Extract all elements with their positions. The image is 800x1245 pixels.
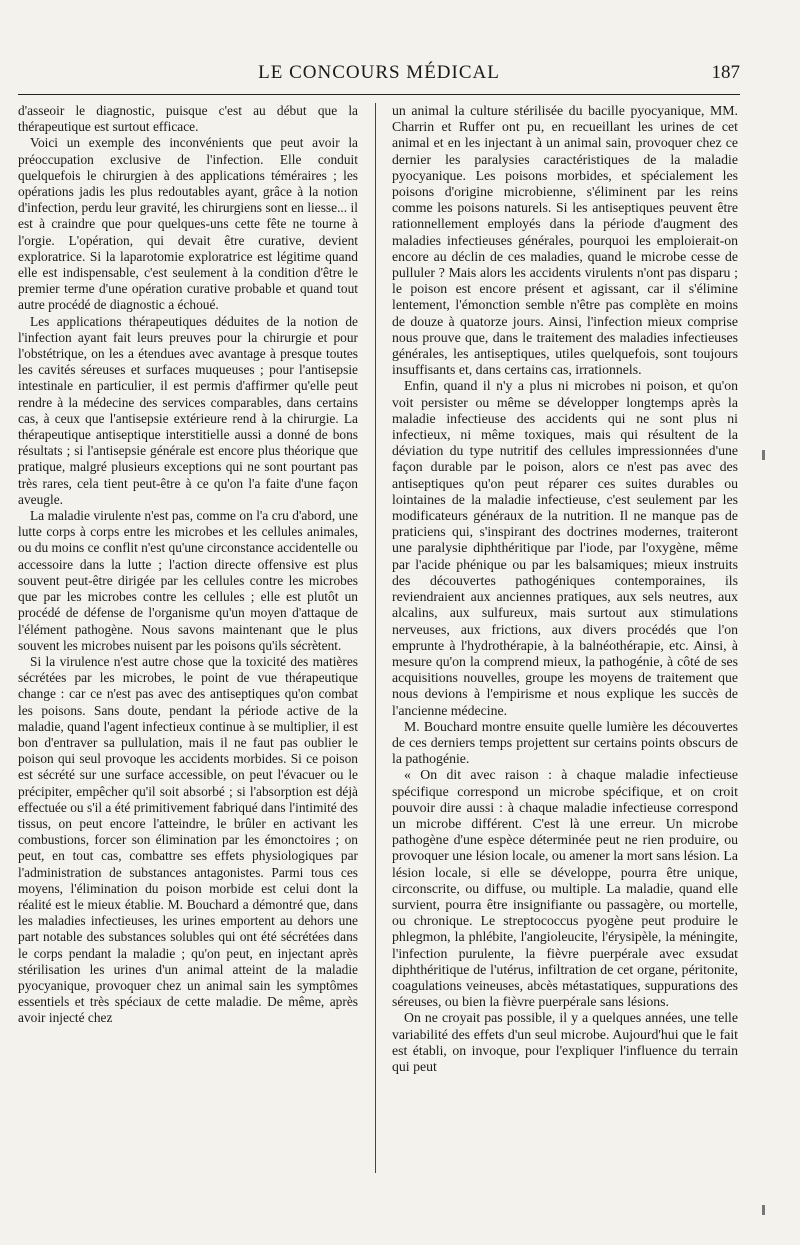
paragraph: Voici un exemple des inconvénients que peut avoir la préoccupation exclusive de l'infection. Elle conduit quelquefois le chirurgien à des applications téméraires ; les opérations jadis les plus redoutables ayant, grâce à la notion d'infection, perdu leur gravité, les chirurgiens sont en liesse... il est à craindre que pour quelques-uns cette fête ne tourne à l'orgie. L'opération, qui devait être curative, devient exploratrice. Si la laparotomie exploratrice est légitime quand elle est indispensable, c'est seulement à la condition d'être le premier terme d'une opération curative probable et quand tout autre procédé de diagnostic a échoué.: [18, 135, 358, 313]
page-number: 187: [711, 62, 740, 83]
running-header: [18, 58, 740, 95]
paragraph: On ne croyait pas possible, il y a quelques années, une telle variabilité des effets d'un seul microbe. Aujourd'hui que le fait est établi, on invoque, pour l'expliquer l'influence du terrain qui peut: [392, 1010, 738, 1074]
journal-title: LE CONCOURS MÉDICAL: [258, 62, 500, 83]
left-column: [18, 103, 358, 1178]
paragraph: « On dit avec raison : à chaque maladie infectieuse spécifique correspond un microbe spécifique, et on croit pouvoir dire aussi : à chaque maladie infectieuse correspond un microbe différent. C'est là une erreur. Un microbe pathogène d'une espèce déterminée peut ne rien produire, ou provoquer une lésion locale, ou amener la mort sans lésion. La lésion locale, si elle se développe, pourra être unique, circonscrite, ou diffuse, ou multiple. La maladie, quand elle survient, pourra être insignifiante ou passagère, ou mortelle, ou chronique. Le streptococcus pyogène peut produire le phlegmon, la phlébite, l'angioleucite, l'érysipèle, la méningite, l'infection purulente, la fièvre puerpérale avec exsudat diphthéritique de l'utérus, infiltration de cet organe, péritonite, coagulations veineuses, abcès métastatiques, suppurations des séreuses, ou bien la fièvre puerpérale sans lésions.: [392, 767, 738, 1010]
paragraph: Enfin, quand il n'y a plus ni microbes ni poison, et qu'on voit persister ou même se développer longtemps après la maladie infectieuse des accidents qui ne sont plus ni infectieux, ni même toxiques, mais qui résultent de la déviation du type nutritif des cellules impressionnées d'une façon durable par le poison, alors ce n'est pas avec des antiseptiques qu'on peut réparer ces suites durables ou lointaines de la maladie infectieuse, c'est seulement par les modificateurs généraux de la nutrition. Il ne manque pas de praticiens qui, s'inspirant des doctrines modernes, traiteront une paralysie diphthéritique par l'iode, par l'oxygène, même par l'acide phénique ou par les balsamiques; mieux instruits des découvertes pathogéniques contemporaines, ils reviendraient aux anciennes pratiques, aux sels neutres, aux alcalins, aux sulfureux, mais surtout aux stimulations nerveuses, aux frictions, aux divers procédés que l'on emprunte à l'hydrothérapie, à la balnéothérapie, etc. Ainsi, à mesure qu'on la comprend mieux, la pathogénie, à côté de ses acquisitions nouvelles, groupe les moyens de traitement que nous devions à l'empirisme et nous explique les succès de l'ancienne médecine.: [392, 378, 738, 718]
paragraph: d'asseoir le diagnostic, puisque c'est au début que la thérapeutique est surtout efficace.: [18, 103, 358, 135]
right-column: [392, 103, 738, 1178]
paragraph: M. Bouchard montre ensuite quelle lumière les découvertes de ces derniers temps projettent sur certains points obscurs de la pathogénie.: [392, 718, 738, 767]
paragraph: Si la virulence n'est autre chose que la toxicité des matières sécrétées par les microbes, le point de vue thérapeutique change : car ce n'est pas avec des antiseptiques qu'on combat les poisons. Sans doute, pendant la période active de la maladie, quand l'agent infectieux continue à se multiplier, il est bon d'entraver sa pullulation, mais il ne faut pas oublier le poison qui seul provoque les accidents morbides. Si ce poison est sécrété sur une surface accessible, on peut l'évacuer ou le précipiter, empêcher qu'il soit absorbé ; si l'absorption est déjà effectuée ou s'il a été primitivement fabriqué dans l'intimité des tissus, on peut encore l'atteindre, le brûler en activant les combustions, forcer son élimination par les émonctoires ; on peut, en tout cas, combattre ses effets physiologiques par l'administration de substances antagonistes. Parmi tous ces moyens, l'élimination du poison morbide est celui dont la réalité est le mieux établie. M. Bouchard a démontré que, dans les maladies infectieuses, les urines emportent au dehors une part notable des substances solubles qui ont été sécrétées dans le corps pendant la maladie ; qu'on peut, en injectant après stérilisation les urines d'un animal atteint de la maladie pyocyanique, provoquer chez un animal sain les symptômes essentiels et très spéciaux de cette maladie. De même, après avoir injecté chez: [18, 653, 358, 1026]
paragraph: La maladie virulente n'est pas, comme on l'a cru d'abord, une lutte corps à corps entre les microbes et les cellules animales, ou du moins ce conflit n'est qu'une circonstance accidentelle ou accessoire dans la lutte ; l'action directe offensive est plus souvent peut-être dirigée par les cellules contre les microbes que par les microbes contre les cellules ; elle est plutôt un procédé de défense de l'organisme qu'un moyen d'attaque de l'élément pathogène. Nous savons maintenant que le plus souvent les microbes nuisent par les poisons qu'ils sécrètent.: [18, 508, 358, 653]
paragraph: Les applications thérapeutiques déduites de la notion de l'infection ayant fait leurs preuves pour la chirurgie et pour l'obstétrique, on les a étendues avec avantage à presque toutes les cavités séreuses et surfaces muqueuses ; pour l'antisepsie intestinale en particulier, il est permis d'affirmer qu'elle peut rendre à la médecine des services comparables, dans certains cas, à ceux que l'antisepsie extérieure rend à la chirurgie. La thérapeutique antiseptique interstitielle aussi a donné de bons résultats ; si l'antisepsie générale est encore plus théorique que pratique, malgré plusieurs exceptions qui ne sont pourtant pas très rares, cela tient peut-être à ce qu'on l'a faite d'une façon aveugle.: [18, 313, 358, 507]
column-divider: [375, 103, 376, 1173]
margin-mark: [762, 450, 765, 460]
margin-mark: [762, 1205, 765, 1215]
paragraph: un animal la culture stérilisée du bacille pyocyanique, MM. Charrin et Ruffer ont pu, en recueillant les urines de cet animal et en les injectant à un animal sain, provoquer chez ce dernier les paralysies caractéristiques de la maladie pyocyanique. Les poisons morbides, et spécialement les poisons d'origine microbienne, s'éliminent par les reins comme les poisons naturels. Si les antiseptiques peuvent être rationnellement employés dans la période d'augment des maladies infectieuses générales, pourquoi les emploierait-on encore au déclin de ces maladies, quand le microbe cesse de pulluler ? Mais alors les accidents virulents n'ont pas disparu ; le poison est encore présent et agissant, car il s'élimine lentement, l'émonction semble n'être pas complète en moins de douze à quatorze jours. Ainsi, l'infection mieux comprise nous prouve que, dans le traitement des maladies infectieuses générales, les antiseptiques, utiles quelquefois, sont toujours insuffisants et, dans certains cas, irrationnels.: [392, 103, 738, 378]
